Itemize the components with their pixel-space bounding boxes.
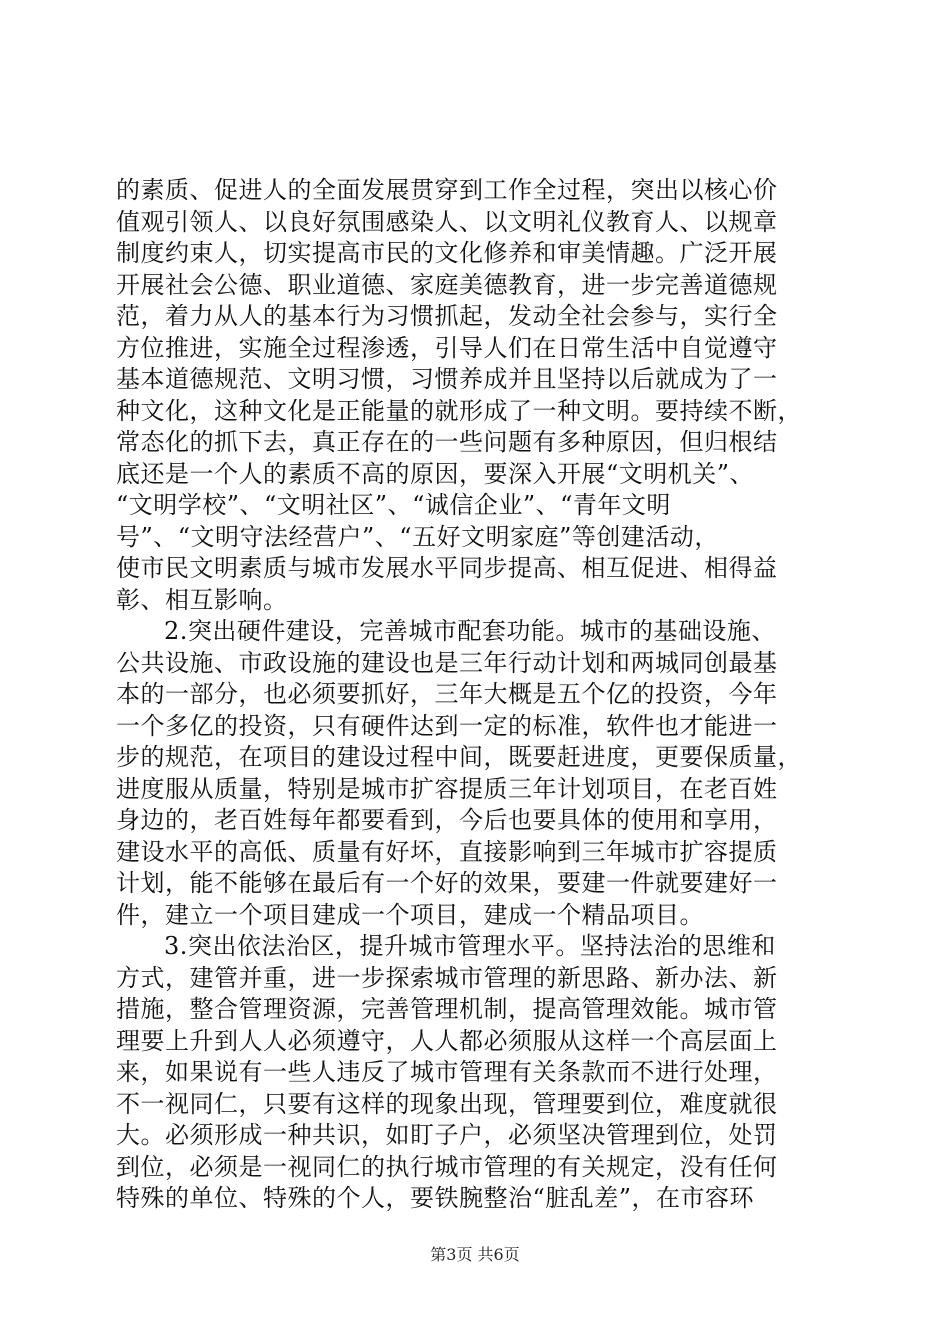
paragraph-first-line: 3.突出依法治区，提升城市管理水平。坚持法治的思维和 <box>164 932 776 960</box>
text-line: 件，建立一个项目建成一个项目，建成一个精品项目。 <box>116 900 704 929</box>
page-footer: 第3页 共6页 <box>430 1245 520 1264</box>
text-line: 值观引领人、以良好氛围感染人、以文明礼仪教育人、以规章 <box>116 207 778 236</box>
text-line: 方位推进，实施全过程渗透，引导人们在日常生活中自觉遵守 <box>116 333 778 362</box>
text-line: 方式，建管并重，进一步探索城市管理的新思路、新办法、新 <box>116 963 778 992</box>
text-line: 彰、相互影响。 <box>116 585 288 614</box>
text-line: 特殊的单位、特殊的个人，要铁腕整治“脏乱差”，在市容环 <box>116 1184 755 1212</box>
text-line: 不一视同仁，只要有这样的现象出现，管理要到位，难度就很 <box>116 1089 778 1118</box>
document-body <box>116 175 836 1215</box>
text-line: 到位，必须是一视同仁的执行城市管理的有关规定，没有任何 <box>116 1152 778 1181</box>
text-line: 步的规范，在项目的建设过程中间，既要赶进度，更要保质量， <box>116 743 802 771</box>
text-line: 进度服从质量，特别是城市扩容提质三年计划项目，在老百姓 <box>116 774 778 803</box>
text-line: 公共设施、市政设施的建设也是三年行动计划和两城同创最基 <box>116 648 778 677</box>
text-line: 号”、“文明守法经营户”、“五好文明家庭”等创建活动， <box>116 522 719 551</box>
text-line: “文明学校”、“文明社区”、“诚信企业”、“青年文明 <box>116 491 671 519</box>
text-line: 大。必须形成一种共识，如盯子户，必须坚决管理到位，处罚 <box>116 1121 778 1149</box>
text-line: 计划，能不能够在最后有一个好的效果，要建一件就要建好一 <box>116 869 778 897</box>
text-line: 使市民文明素质与城市发展水平同步提高、相互促进、相得益 <box>116 554 778 582</box>
text-line: 基本道德规范、文明习惯，习惯养成并且坚持以后就成为了一 <box>116 365 778 393</box>
text-line: 种文化，这种文化是正能量的就形成了一种文明。要持续不断， <box>116 396 802 425</box>
text-line: 开展社会公德、职业道德、家庭美德教育，进一步完善道德规 <box>116 270 778 299</box>
text-line: 建设水平的高低、质量有好坏，直接影响到三年城市扩容提质 <box>116 837 778 866</box>
text-line: 一个多亿的投资，只有硬件达到一定的标准，软件也才能进一 <box>116 711 778 740</box>
text-line: 底还是一个人的素质不高的原因，要深入开展“文明机关”、 <box>116 459 755 488</box>
text-line: 范，着力从人的基本行为习惯抓起，发动全社会参与，实行全 <box>116 302 778 330</box>
text-line: 本的一部分，也必须要抓好，三年大概是五个亿的投资，今年 <box>116 680 778 708</box>
text-line: 制度约束人，切实提高市民的文化修养和审美情趣。广泛开展 <box>116 239 778 267</box>
text-line: 来，如果说有一些人违反了城市管理有关条款而不进行处理， <box>116 1058 778 1086</box>
text-line: 的素质、促进人的全面发展贯穿到工作全过程，突出以核心价 <box>116 176 778 204</box>
text-line: 措施，整合管理资源，完善管理机制，提高管理效能。城市管 <box>116 995 778 1023</box>
text-line: 理要上升到人人必须遵守，人人都必须服从这样一个高层面上 <box>116 1026 778 1055</box>
paragraph-first-line: 2.突出硬件建设，完善城市配套功能。城市的基础设施、 <box>164 617 776 645</box>
text-line: 身边的，老百姓每年都要看到，今后也要具体的使用和享用， <box>116 806 778 834</box>
text-line: 常态化的抓下去，真正存在的一些问题有多种原因，但归根结 <box>116 428 778 456</box>
